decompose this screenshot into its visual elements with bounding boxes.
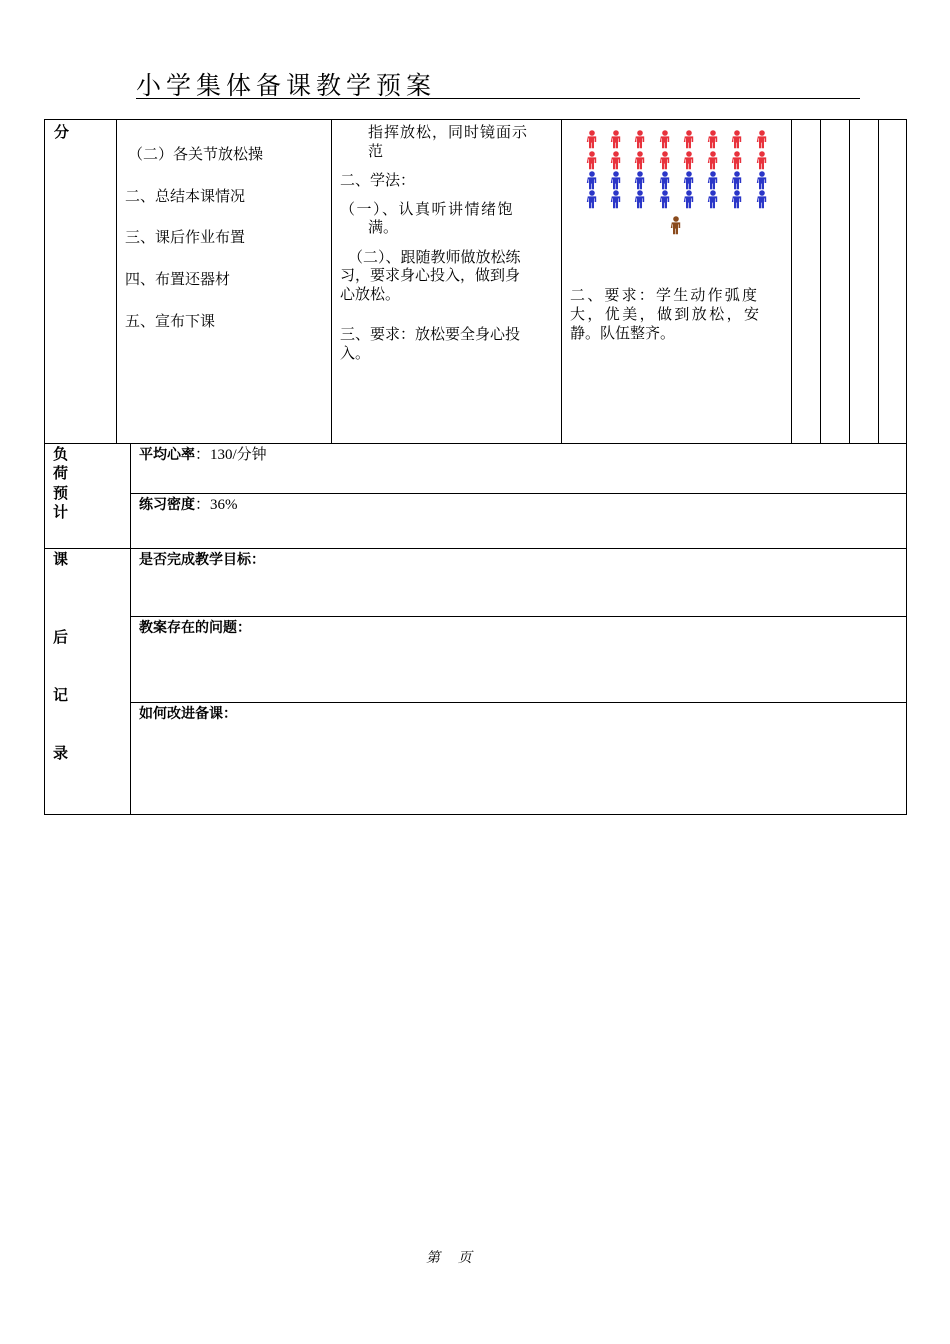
page-title: 小学集体备课教学预案: [136, 71, 437, 100]
after-label-char: 记: [53, 686, 69, 704]
content-item: 三、课后作业布置: [125, 228, 246, 246]
improve-question: 如何改进备课：: [139, 706, 237, 722]
teacher-figure: [671, 216, 680, 234]
method-line: 指挥放松，同时镜面示: [368, 123, 529, 141]
divider: [820, 119, 821, 444]
heart-rate: [139, 445, 267, 464]
after-label-char: 后: [53, 628, 69, 646]
section-label: 分: [54, 123, 70, 141]
method-line: （二）、跟随教师做放松练: [348, 248, 521, 266]
load-label-char: 预: [53, 484, 69, 502]
formation-diagram: [580, 125, 780, 240]
method-line: 习，要求身心投入，做到身: [340, 266, 521, 284]
page-footer: 第 页: [426, 1250, 472, 1266]
load-label-char: 负: [53, 445, 69, 463]
divider: [130, 548, 131, 815]
method-line: 满。: [368, 218, 399, 236]
divider: [130, 443, 131, 549]
student-row-blue: [587, 190, 766, 208]
after-label-char: 课: [53, 550, 69, 568]
method-line: 心放松。: [340, 285, 401, 303]
divider: [791, 119, 792, 444]
content-item: 二、总结本课情况: [125, 187, 246, 205]
content-item: 五、宣布下课: [125, 312, 216, 330]
heart-rate-value: ：130/分钟: [195, 447, 267, 463]
after-class-table: [44, 548, 907, 815]
divider: [130, 616, 907, 617]
load-label-char: 荷: [53, 464, 69, 482]
divider: [116, 119, 117, 444]
content-item: （二）各关节放松操: [128, 145, 264, 163]
method-line: （一）、认真听讲情绪饱: [340, 200, 515, 218]
divider: [878, 119, 879, 444]
divider: [130, 493, 907, 494]
student-row-blue: [587, 171, 766, 189]
heart-rate-label: 平均心率: [139, 447, 195, 463]
load-label-char: 计: [53, 503, 69, 521]
method-line: 二、学法：: [340, 171, 416, 189]
method-line: 三、要求：放松要全身心投: [340, 325, 521, 343]
student-row-red: [587, 151, 766, 169]
density-label: 练习密度: [139, 497, 195, 513]
practice-density: [139, 495, 238, 514]
density-value: ：36%: [195, 497, 238, 513]
goal-question: 是否完成教学目标：: [139, 552, 265, 568]
content-item: 四、布置还器材: [125, 270, 231, 288]
org-line: 大，优美，做到放松，安: [570, 305, 762, 323]
divider: [561, 119, 562, 444]
org-line: 二、要求：学生动作弧度: [570, 286, 760, 304]
student-row-red: [587, 130, 766, 148]
divider: [331, 119, 332, 444]
problem-question: 教案存在的问题：: [139, 620, 251, 636]
after-label-char: 录: [53, 744, 69, 762]
divider: [130, 702, 907, 703]
method-line: 入。: [340, 344, 371, 362]
title-rule: [136, 98, 860, 99]
method-line: 范: [368, 142, 384, 160]
divider: [849, 119, 850, 444]
org-line: 静。队伍整齐。: [570, 324, 676, 342]
